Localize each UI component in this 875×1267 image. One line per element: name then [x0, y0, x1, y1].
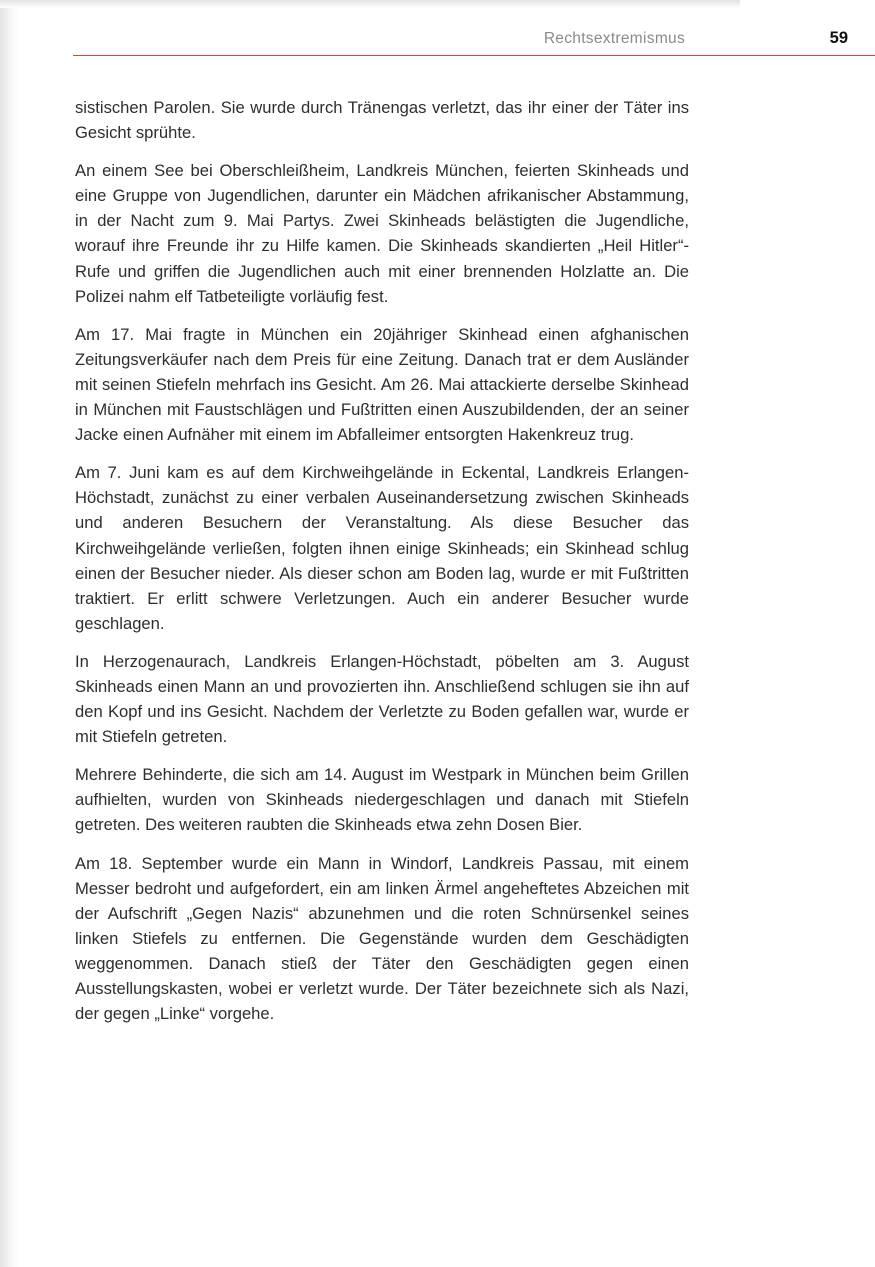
page-top-shadow — [0, 0, 740, 8]
paragraph: Am 7. Juni kam es auf dem Kirchweihgelände in Eckental, Landkreis Erlangen-Höchstadt, zunächst zu einer verbalen Auseinandersetzung zwischen Skinheads und anderen Besuchern der Veranstaltung. Als diese Besucher das Kirchweihgelände verließen, folgten ihnen einige Skinheads; ein Skinhead schlug einen der Besucher nieder. Als dieser schon am Boden lag, wurde er mit Fußtritten traktiert. Er erlitt schwere Verletzungen. Auch ein anderer Besucher wurde geschlagen. — [75, 463, 689, 633]
paragraph: Am 17. Mai fragte in München ein 20jähriger Skinhead einen afghanischen Zeitungsverkäufer nach dem Preis für eine Zeitung. Danach trat er dem Ausländer mit seinen Stiefeln mehrfach ins Gesicht. Am 26. Mai attackierte derselbe Skinhead in München mit Faustschlägen und Fußtritten einen Auszubildenden, der an seiner Jacke einen Aufnäher mit einem im Abfalleimer entsorgten Hakenkreuz trug. — [75, 324, 689, 445]
paragraph: Am 18. September wurde ein Mann in Windorf, Landkreis Passau, mit einem Messer bedroht und aufgefordert, ein am linken Ärmel angeheftetes Abzeichen mit der Aufschrift „Gegen Nazis“ abzunehmen und die roten Schnürsenkel seines linken Stiefels zu entfernen. Die Gegenstände wurden dem Geschädigten weggenommen. Danach stieß der Täter den Geschädigten gegen einen Ausstellungskasten, wobei er verletzt wurde. Der Täter bezeichnete sich als Nazi, der gegen „Linke“ vorgehe. — [75, 853, 689, 1024]
body-text — [75, 95, 689, 1039]
paragraph: sistischen Parolen. Sie wurde durch Tränengas verletzt, das ihr einer der Täter ins Gesicht sprühte. — [75, 98, 689, 143]
paragraph: Mehrere Behinderte, die sich am 14. August im Westpark in München beim Grillen aufhielten, wurden von Skinheads niedergeschlagen und danach mit Stiefeln getreten. Des weiteren raubten die Skinheads etwa zehn Dosen Bier. — [75, 765, 689, 835]
header-rule — [73, 55, 875, 56]
page-edge-shadow — [0, 0, 18, 1267]
paragraph: In Herzogenaurach, Landkreis Erlangen-Höchstadt, pöbelten am 3. August Skinheads einen Mann an und provozierten ihn. Anschließend schlugen sie ihn auf den Kopf und ins Gesicht. Nachdem der Verletzte zu Boden gefallen war, wurde er mit Stiefeln getreten. — [75, 651, 689, 747]
page-number: 59 — [829, 29, 848, 47]
running-header — [73, 28, 875, 58]
paragraph: An einem See bei Oberschleißheim, Landkreis München, feierten Skinheads und eine Gruppe von Jugendlichen, darunter ein Mädchen afrikanischer Abstammung, in der Nacht zum 9. Mai Partys. Zwei Skinheads belästigten die Jugendliche, worauf ihre Freunde ihr zu Hilfe kamen. Die Skinheads skandierten „Heil Hitler“-Rufe und griffen die Jugendlichen auch mit einer brennenden Holzlatte an. Die Polizei nahm elf Tatbeteiligte vorläufig fest. — [75, 161, 689, 306]
running-title: Rechtsextremismus — [543, 30, 685, 47]
